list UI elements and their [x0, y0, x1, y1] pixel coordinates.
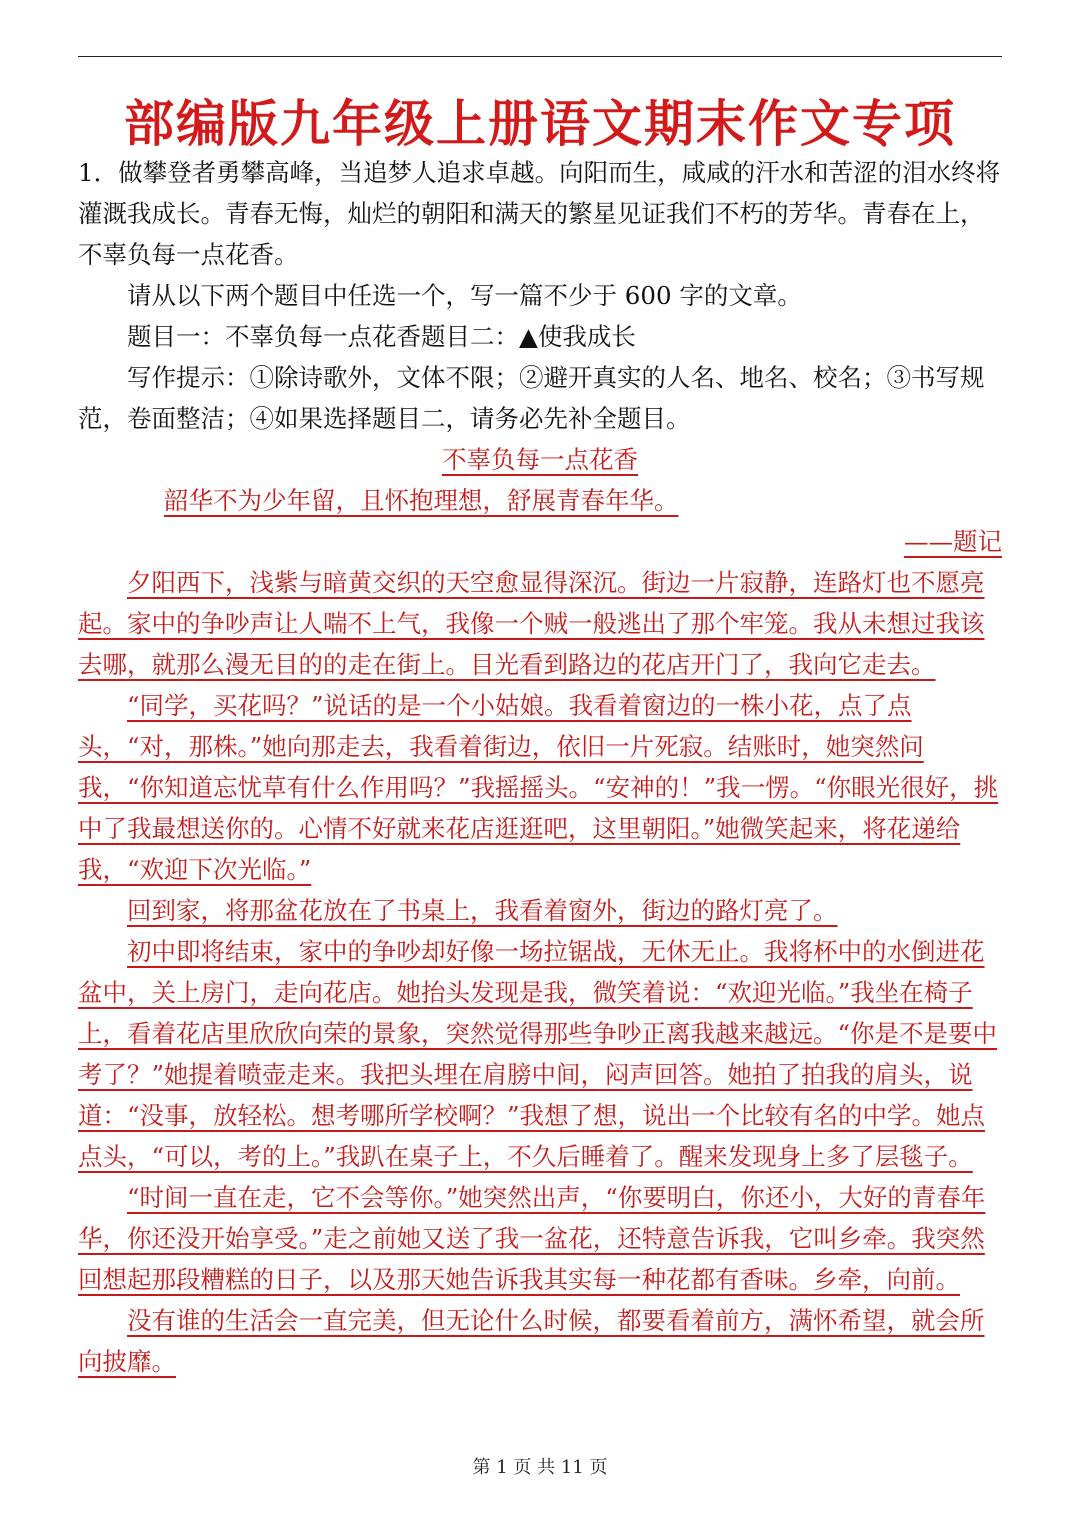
prompt-instruction: 请从以下两个题目中任选一个，写一篇不少于 600 字的文章。: [127, 281, 802, 310]
prompt-intro: 1．做攀登者勇攀高峰，当追梦人追求卓越。向阳而生，咸咸的汗水和苦涩的泪水终将灌溉我成长。青春无悔，灿烂的朝阳和满天的繁星见证我们不朽的芳华。青春在上，不辜负每一点花香。: [78, 158, 1001, 269]
prompt-tips: 写作提示：①除诗歌外，文体不限；②避开真实的人名、地名、校名；③书写规范，卷面整洁；④如果选择题目二，请务必先补全题目。: [78, 363, 985, 433]
page-footer: 第 1 页 共 11 页: [472, 1457, 608, 1478]
essay-paragraph: “同学，买花吗？”说话的是一个小姑娘。我看着窗边的一株小花，点了点头，“对，那株。”她向那走去，我看着街边，依旧一片死寂。结账时，她突然问我，“你知道忘忧草有什么作用吗？”我摇摇头。“安神的！”我一愣。“你眼光很好，挑中了我最想送你的。心情不好就来花店逛逛吧，这里朝阳。”她微笑起来，将花递给我，“欢迎下次光临。”: [78, 691, 999, 884]
essay-paragraph: 初中即将结束，家中的争吵却好像一场拉锯战，无休无止。我将杯中的水倒进花盆中，关上房门，走向花店。她抬头发现是我，微笑着说：“欢迎光临。”我坐在椅子上，看着花店里欣欣向荣的景象，突然觉得那些争吵正离我越来越远。“你是不是要中考了？”她提着喷壶走来。我把头埋在肩膀中间，闷声回答。她拍了拍我的肩头，说道：“没事，放轻松。想考哪所学校啊？”我想了想，说出一个比较有名的中学。她点点头，“可以，考的上。”我趴在桌子上，不久后睡着了。醒来发现身上多了层毯子。: [78, 937, 998, 1171]
page-title: 部编版九年级上册语文期末作文专项: [124, 95, 956, 153]
essay-paragraph: “时间一直在走，它不会等你。”她突然出声，“你要明白，你还小，大好的青春年华，你还没开始享受。”走之前她又送了我一盆花，还特意告诉我，它叫乡牵。我突然回想起那段糟糕的日子，以及那天她告诉我其实每一种花都有香味。乡牵，向前。: [78, 1183, 986, 1294]
document-body: [78, 152, 1002, 1382]
essay-byline: ——题记: [904, 527, 1002, 556]
header-rule: [78, 56, 1002, 57]
essay: [78, 439, 1002, 1382]
essay-paragraph: 夕阳西下，浅紫与暗黄交织的天空愈显得深沉。街边一片寂静，连路灯也不愿亮起。家中的争吵声让人喘不上气，我像一个贼一般逃出了那个牢笼。我从未想过我该去哪，就那么漫无目的的走在街上。目光看到路边的花店开门了，我向它走去。: [78, 568, 985, 679]
essay-paragraph: 没有谁的生活会一直完美，但无论什么时候，都要看着前方，满怀希望，就会所向披靡。: [78, 1306, 985, 1376]
essay-paragraph: 回到家，将那盆花放在了书桌上，我看着窗外，街边的路灯亮了。: [127, 896, 838, 925]
essay-motto: 韶华不为少年留，且怀抱理想，舒展青春年华。: [164, 486, 679, 515]
essay-title: 不辜负每一点花香: [442, 445, 638, 474]
prompt-topics: 题目一：不辜负每一点花香题目二：▲使我成长: [127, 322, 636, 351]
